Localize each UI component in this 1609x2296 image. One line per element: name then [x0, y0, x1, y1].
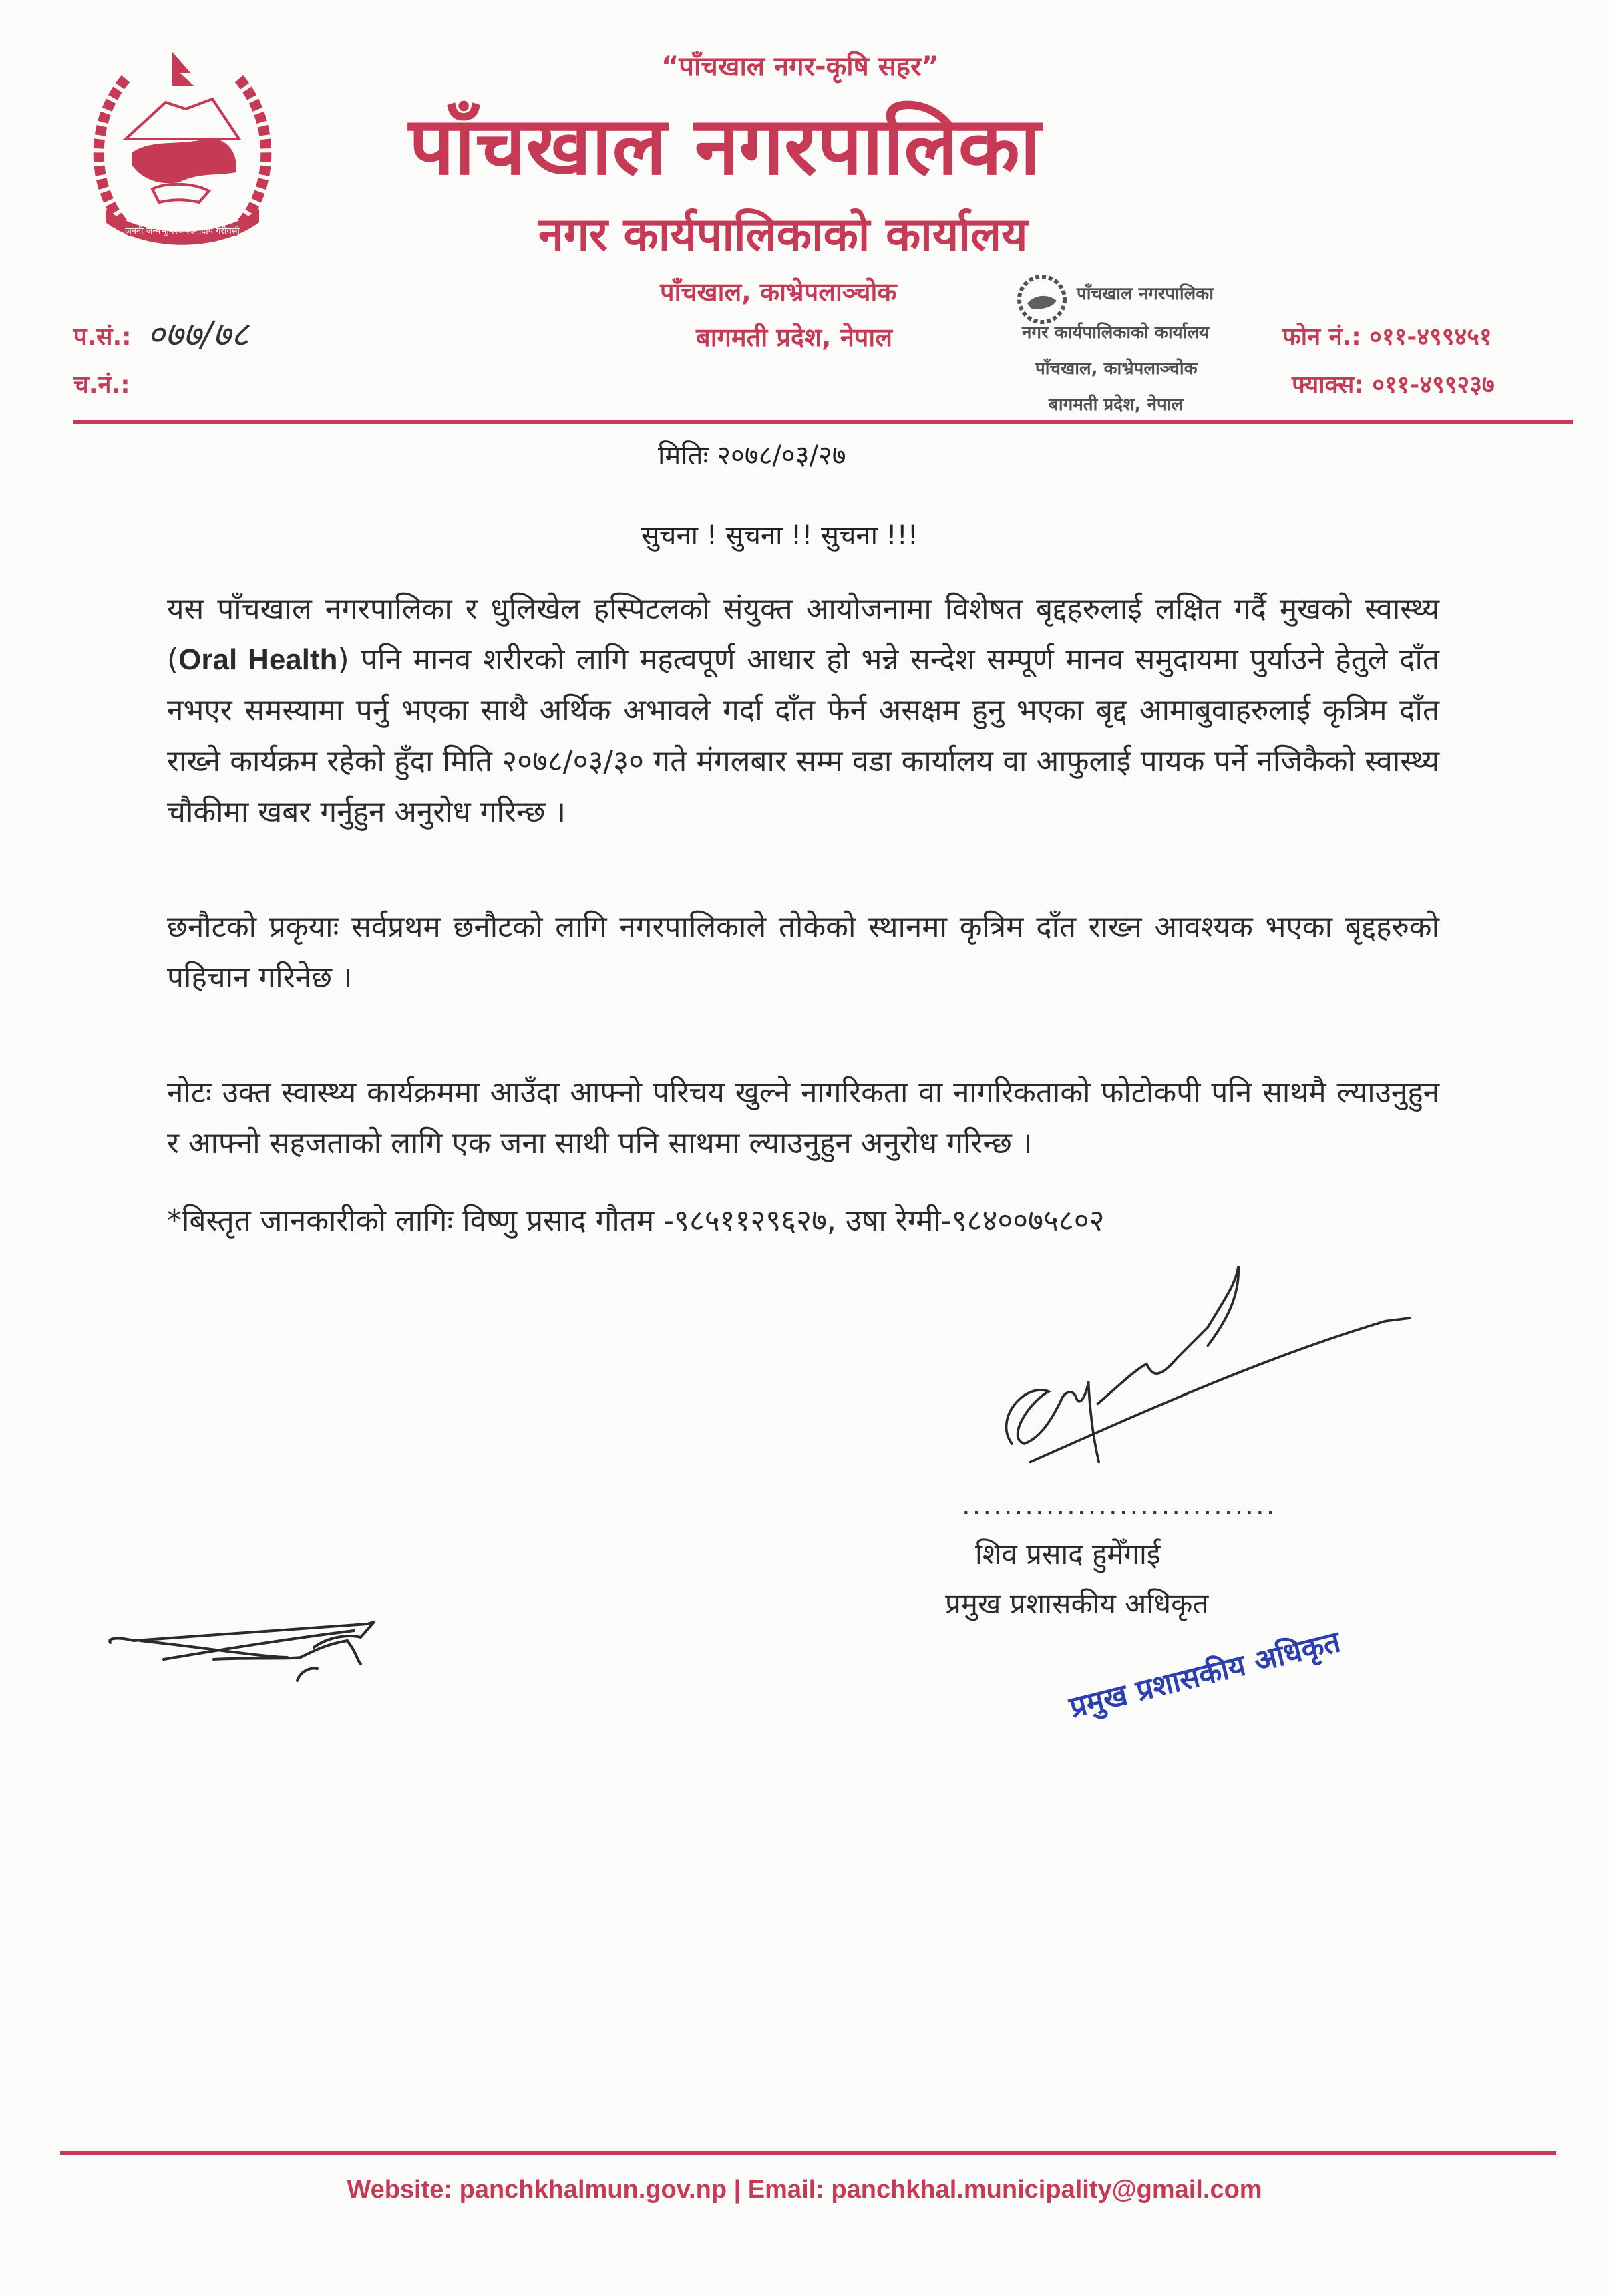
designation-rubber-stamp: प्रमुख प्रशासकीय अधिकृत: [1066, 1625, 1344, 1726]
footer-divider: [60, 2151, 1556, 2155]
dispatch-number-label: च.नं.:: [73, 371, 130, 399]
notice-paragraph-main: [167, 584, 1439, 838]
contact-info-paragraph: *बिस्तृत जानकारीको लागिः विष्णु प्रसाद गौतम -९८५११२९६२७, उषा रेग्मी-९८४००७५८०२: [167, 1204, 1105, 1238]
reference-number-handwritten: ०७७/७८: [147, 315, 249, 355]
para1-text-end: ) पनि मानव शरीरको लागि महत्वपूर्ण आधार हो भन्ने सन्देश सम्पूर्ण मानव समुदायमा पुर्याउने हेतुले दाँत नभएर समस्यामा पर्नु भएका साथै अर्थिक अभावले गर्दा दाँत फेर्न असक्षम हुनु भएका बृद्द आमाबुवाहरुलाई कृत्रिम दाँत राख्ने कार्यक्रम रहेको हुँदा मिति २०७८/०३/३० गते मंगलबार सम्म वडा कार्यालय वा आफुलाई पायक पर्ने नजिकैको स्वास्थ्य चौकीमा खबर गर्नुहुन अनुरोध गरिन्छ ।: [167, 643, 1439, 829]
stamp-line-4: बागमती प्रदेश, नेपाल: [1049, 395, 1184, 415]
phone-number: फोन नं.: ०११-४९९४५१: [1282, 323, 1492, 351]
footer-website: Website: panchkhalmun.gov.np: [347, 2176, 727, 2204]
address-line-1: पाँचखाल, काभ्रेपलाञ्चोक: [660, 277, 897, 307]
signatory-title: प्रमुख प्रशासकीय अधिकृत: [945, 1587, 1209, 1620]
nepal-emblem-logo: [79, 39, 286, 259]
letterhead: [0, 0, 1609, 428]
emblem-motto: जननी जन्मभूमिश्च स्वर्गादपि गरीयसी: [125, 226, 240, 236]
footer-separator: |: [727, 2176, 748, 2204]
signatory-name: शिव प्रसाद हुमेँगाई: [975, 1538, 1161, 1571]
footer-email: Email: panchkhal.municipality@gmail.com: [747, 2176, 1262, 2204]
signature-block: [167, 1260, 1439, 1741]
officer-signature: [955, 1260, 1436, 1480]
selection-process-paragraph: छनौटको प्रकृयाः सर्वप्रथम छनौटको लागि नगरपालिकाले तोकेको स्थानमा कृत्रिम दाँत राख्न आवश्यक भएका बृद्दहरुको पहिचान गरिनेछ ।: [167, 910, 1439, 995]
fax-number: फ्याक्स: ०११-४९९२३७: [1292, 371, 1495, 399]
reference-number-label: प.सं.:: [73, 323, 132, 351]
signature-line: ..............................: [962, 1490, 1277, 1521]
stamp-line-2: नगर कार्यपालिकाको कार्यालय: [1022, 323, 1210, 343]
notice-title: सुचना ! सुचना !! सुचना !!!: [641, 520, 918, 551]
footer-contact: [0, 2171, 1609, 2208]
oral-health-term: Oral Health: [178, 643, 338, 676]
municipality-name: पाँचखाल नगरपालिका: [409, 100, 1041, 193]
footer: [0, 2138, 1609, 2218]
note-paragraph: नोटः उक्त स्वास्थ्य कार्यक्रममा आउँदा आफ्नो परिचय खुल्ने नागरिकता वा नागरिकताको फोटोकपी पनि साथमै ल्याउनुहुन र आफ्नो सहजताको लागि एक जना साथी पनि साथमा ल्याउनुहुन अनुरोध गरिन्छ ।: [167, 1076, 1439, 1160]
stamp-line-1: पाँचखाल नगरपालिका: [1077, 284, 1214, 304]
notice-body: [167, 428, 1439, 1741]
notice-date: मितिः २०७८/०३/२७: [658, 440, 846, 471]
secondary-signature: [100, 1574, 434, 1694]
para1-text-start: यस पाँचखाल नगरपालिका र धुलिखेल हस्पिटलको संयुक्त आयोजनामा विशेषत बृद्दहरुलाई लक्षित गर्दै मुखको स्वास्थ्य (: [167, 592, 1439, 677]
office-round-stamp: [1015, 273, 1269, 421]
stamp-line-3: पाँचखाल, काभ्रेपलाञ्चोक: [1035, 359, 1198, 379]
header-divider: [73, 420, 1573, 424]
address-line-2: बागमती प्रदेश, नेपाल: [696, 323, 892, 352]
office-name: नगर कार्यपालिकाको कार्यालय: [538, 208, 1028, 261]
municipality-tagline: “पाँचखाल नगर-कृषि सहर”: [661, 51, 939, 82]
